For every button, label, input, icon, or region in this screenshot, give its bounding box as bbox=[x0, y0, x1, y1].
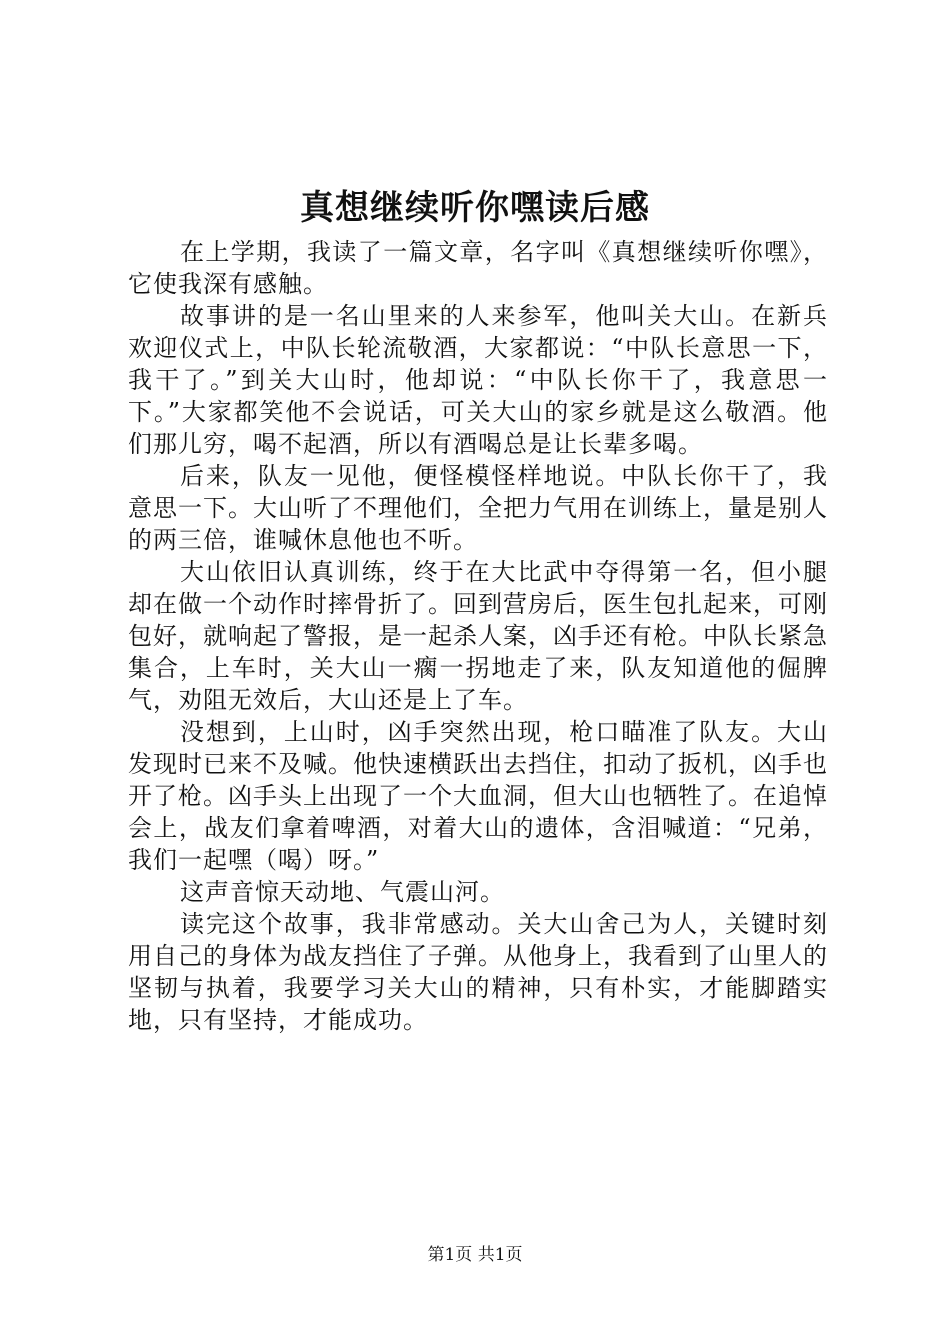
document-title: 真想继续听你嘿读后感 bbox=[300, 188, 650, 228]
page-footer: 第1页 共1页 bbox=[427, 1245, 523, 1265]
document-body bbox=[128, 236, 828, 1036]
paragraph: 故事讲的是一名山里来的人来参军，他叫关大山。在新兵欢迎仪式上，中队长轮流敬酒，大家都说：“中队长意思一下，我干了。”到关大山时，他却说：“中队长你干了，我意思一下。”大家都笑他不会说话，可关大山的家乡就是这么敬酒。他们那儿穷，喝不起酒，所以有酒喝总是让长辈多喝。 bbox=[128, 302, 828, 458]
paragraph: 大山依旧认真训练，终于在大比武中夺得第一名，但小腿却在做一个动作时摔骨折了。回到营房后，医生包扎起来，可刚包好，就响起了警报，是一起杀人案，凶手还有枪。中队长紧急集合，上车时，关大山一瘸一拐地走了来，队友知道他的倔脾气，劝阻无效后，大山还是上了车。 bbox=[128, 558, 828, 714]
paragraph: 后来，队友一见他，便怪模怪样地说。中队长你干了，我意思一下。大山听了不理他们，全把力气用在训练上，量是别人的两三倍，谁喊休息他也不听。 bbox=[128, 462, 828, 554]
paragraph: 读完这个故事，我非常感动。关大山舍己为人，关键时刻用自己的身体为战友挡住了子弹。从他身上，我看到了山里人的坚韧与执着，我要学习关大山的精神，只有朴实，才能脚踏实地，只有坚持，才能成功。 bbox=[128, 910, 828, 1034]
paragraph: 在上学期，我读了一篇文章，名字叫《真想继续听你嘿》，它使我深有感触。 bbox=[128, 238, 828, 298]
paragraph: 这声音惊天动地、气震山河。 bbox=[180, 878, 505, 906]
paragraph: 没想到，上山时，凶手突然出现，枪口瞄准了队友。大山发现时已来不及喊。他快速横跃出去挡住，扣动了扳机，凶手也开了枪。凶手头上出现了一个大血洞，但大山也牺牲了。在追悼会上，战友们拿着啤酒，对着大山的遗体，含泪喊道：“兄弟，我们一起嘿（喝）呀。” bbox=[128, 718, 828, 874]
